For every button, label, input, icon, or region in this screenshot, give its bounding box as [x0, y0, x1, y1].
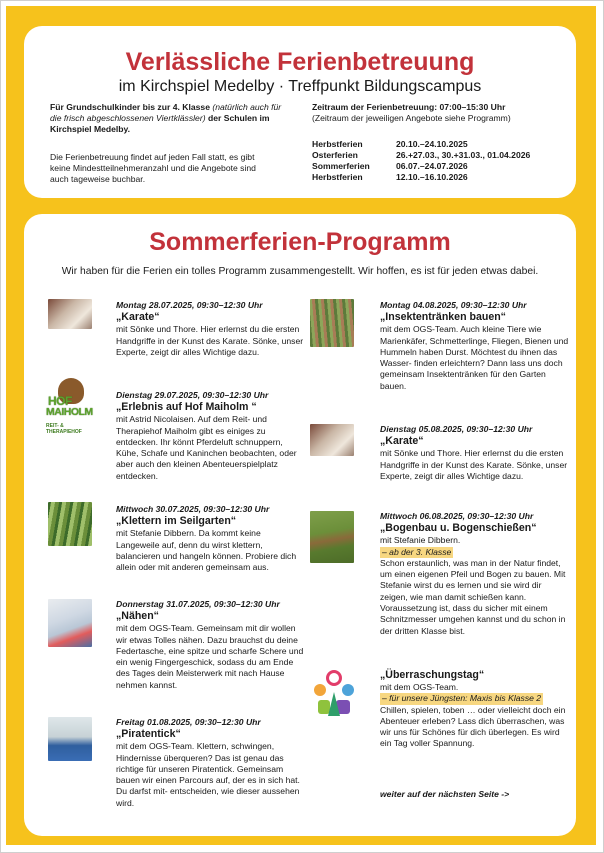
grade-requirement-badge: – ab der 3. Klasse	[382, 546, 452, 557]
karate-photo-2	[310, 424, 354, 456]
bow-photo	[310, 511, 354, 563]
hof-maiholm-logo: HOF MAIHOLM REIT- & THERAPIEHOF	[46, 378, 98, 436]
event-item: Montag 28.07.2025, 09:30–12:30 Uhr „Karate“ mit Sönke und Thore. Hier erlernst du die ersten Handgriffe in der Kunst des Karate. Sönke, unser Experte, zeigt dir alles Wichtige dazu.	[116, 300, 304, 357]
age-group-badge: – für unsere Jüngsten: Maxis bis Klasse 2	[382, 693, 542, 704]
program-intro: Wir haben für die Ferien ein tolles Programm zusammengestellt. Wir hoffen, es ist für jeden etwas dabei.	[61, 266, 539, 277]
ropes-course-photo	[48, 502, 92, 546]
sewing-photo	[48, 599, 92, 647]
program-title: Sommerferien-Programm	[149, 228, 451, 256]
schedule-row: Herbstferien 12.10.–16.10.2026	[312, 172, 468, 182]
event-item: Mittwoch 06.08.2025, 09:30–12:30 Uhr „Bogenbau u. Bogenschießen“ mit Stefanie Dibbern. – ab der 3. Klasse Schon erstaunlich, was man in der Natur findet, um einen eigenen Pfeil und Bogen zu bauen. Mit Stefanie wirst du es lernen und sie wird dir zeigen, wie man damit schießen kann. Voraussetzung ist, dass du sicher mit einem Schnitzmesser umgehen kannst und du schon in der dritten Klasse bist.	[380, 511, 566, 636]
page-subtitle: im Kirchspiel Medelby · Treffpunkt Bildungscampus	[118, 78, 482, 95]
page-title: Verlässliche Ferienbetreuung	[125, 48, 475, 76]
event-item: Donnerstag 31.07.2025, 09:30–12:30 Uhr „Nähen“ mit dem OGS-Team. Gemeinsam mit dir wollen wir etwas Tolles nähen. Dazu brauchst du deine Federtasche, eine spitze und scharfe Schere und ein wenig Fingergeschick, sodass du am Ende des Tages dein Meisterwerk mit nach Hause nehmen kannst.	[116, 599, 304, 690]
event-item: Dienstag 29.07.2025, 09:30–12:30 Uhr „Erlebnis auf Hof Maiholm “ mit Astrid Nicolaisen. Auf dem Reit- und Therapiehof Maiholm gibt es einiges zu entdecken. Ihr könnt Pferdeluft schnuppern, Kühe, Schafe und Kaninchen beobachten, oder aber auch den kleinen Abenteuerspielplatz entdecken.	[116, 390, 297, 481]
event-item: Freitag 01.08.2025, 09:30–12:30 Uhr „Piratentick“ mit dem OGS-Team. Klettern, schwingen, Hindernisse überqueren? Das ist genau das richtige für unseren Piratentick. Gemeinsam bauen wir einen Parcours auf, der es in sich hat. Du darfst mit- entscheiden, wie dieser aussehen wird.	[116, 717, 300, 808]
schedule-list	[312, 139, 572, 183]
gym-photo	[48, 717, 92, 761]
header-card	[24, 26, 576, 198]
program-card	[24, 214, 576, 836]
target-group-text: Für Grundschulkinder bis zur 4. Klasse (natürlich auch für die frisch abgeschlossenen Viertklässler) der Schulen im Kirchspiel Medelby.	[50, 102, 282, 134]
period-box: Zeitraum der Ferienbetreuung: 07:00–15:30 Uhr (Zeitraum der jeweiligen Angebote siehe Programm)	[312, 102, 511, 123]
schedule-row: Herbstferien 20.10.–24.10.2025	[312, 139, 468, 149]
event-item: Montag 04.08.2025, 09:30–12:30 Uhr „Insektentränken bauen“ mit dem OGS-Team. Auch kleine Tiere wie Marienkäfer, Schmetterlinge, Fliegen, Bienen und Hummeln haben Durst. Möchtest du ihnen das Wasser- finden erleichtern? Dann lass uns doch gemeinsam Insektentränken für den Garten bauen.	[380, 300, 569, 391]
karate-photo	[48, 299, 92, 329]
schedule-row: Osterferien 26.+27.03., 30.+31.03., 01.04.2026	[312, 150, 531, 160]
event-item: „Überraschungstag“ mit dem OGS-Team. – für unsere Jüngsten: Maxis bis Klasse 2 Chillen, spielen, toben … oder vielleicht doch ein Abenteuer erleben? Lass dich überraschen, was wir uns für Schönes für dich überlegen. Es wird ein Tag voller Spannung.	[380, 669, 566, 749]
continue-note: weiter auf der nächsten Seite ->	[380, 789, 510, 799]
schedule-row: Sommerferien 06.07.–24.07.2026	[312, 161, 468, 171]
event-item: Mittwoch 30.07.2025, 09:30–12:30 Uhr „Klettern im Seilgarten“ mit Stefanie Dibbern. Da kommt keine Langeweile auf, denn du wirst klettern, balancieren und hangeln können. Probiere dich allein oder mit anderen gemeinsam aus.	[116, 504, 297, 573]
event-item: Dienstag 05.08.2025, 09:30–12:30 Uhr „Karate“ mit Sönke und Thore. Hier erlernst du die ersten Handgriffe in der Kunst des Karate. Sönke, unser Experte, zeigt dir alles Wichtige dazu.	[380, 424, 568, 481]
guarantee-text: Die Ferienbetreuung findet auf jeden Fall statt, es gibt keine Mindestteilnehmeranzahl und die Angebote sind auch tageweise buchbar.	[50, 152, 256, 184]
surprise-day-logo	[312, 670, 356, 720]
insect-garden-photo	[310, 299, 354, 347]
